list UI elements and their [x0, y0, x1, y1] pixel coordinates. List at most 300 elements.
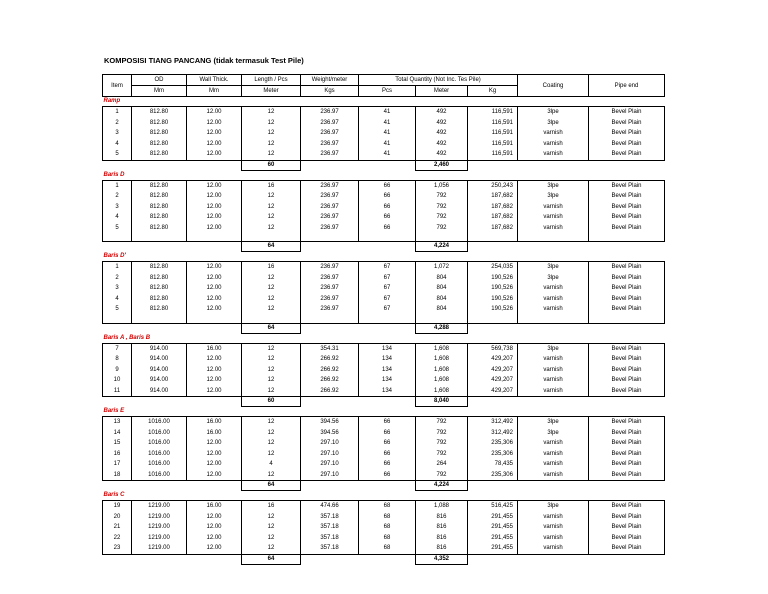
cell-pipe-end: Bevel Plain: [589, 343, 665, 354]
cell-pcs: 67: [359, 283, 416, 294]
cell-meter: 492: [416, 118, 468, 129]
cell-pipe-end: Bevel Plain: [589, 512, 665, 523]
cell-meter: 1,088: [416, 501, 468, 512]
cell-coating: 3lpe: [518, 180, 589, 191]
cell-pipe-end: Bevel Plain: [589, 386, 665, 397]
cell-length: 12: [242, 533, 301, 544]
cell-item: 1: [103, 262, 132, 273]
table-row: [103, 417, 665, 428]
cell-length: 12: [242, 354, 301, 365]
empty-cell: [187, 481, 242, 491]
empty-cell: [468, 554, 518, 564]
cell-coating: 3lpe: [518, 107, 589, 118]
cell-item: 2: [103, 191, 132, 202]
cell-length: 12: [242, 118, 301, 129]
cell-length: 16: [242, 501, 301, 512]
cell-meter: 792: [416, 202, 468, 213]
cell-od: 1016.00: [132, 459, 187, 470]
cell-length: 12: [242, 273, 301, 284]
cell-meter: 792: [416, 449, 468, 460]
cell-weight: 236.97: [301, 139, 359, 150]
cell-weight: 297.10: [301, 449, 359, 460]
cell-length: 12: [242, 543, 301, 554]
header-wall-thick: Wall Thick.: [187, 75, 242, 86]
table-row: [103, 365, 665, 376]
blank-cell: [301, 233, 359, 242]
cell-kg: 569,738: [468, 343, 518, 354]
cell-item: 5: [103, 149, 132, 160]
cell-pcs: 134: [359, 375, 416, 386]
cell-weight: 236.97: [301, 180, 359, 191]
blank-cell: [416, 233, 468, 242]
cell-pcs: 134: [359, 354, 416, 365]
cell-pcs: 67: [359, 304, 416, 315]
empty-cell: [103, 397, 132, 407]
cell-pipe-end: Bevel Plain: [589, 180, 665, 191]
cell-item: 23: [103, 543, 132, 554]
total-row: [103, 242, 665, 252]
cell-wall-thick: 12.00: [187, 262, 242, 273]
document-title: KOMPOSISI TIANG PANCANG (tidak termasuk Test Pile): [104, 56, 304, 65]
cell-wall-thick: 12.00: [187, 180, 242, 191]
blank-cell: [187, 233, 242, 242]
cell-weight: 236.97: [301, 283, 359, 294]
cell-length: 12: [242, 417, 301, 428]
cell-kg: 116,591: [468, 128, 518, 139]
cell-kg: 190,526: [468, 283, 518, 294]
cell-od: 1219.00: [132, 512, 187, 523]
empty-cell: [301, 397, 359, 407]
table-row: [103, 304, 665, 315]
cell-item: 22: [103, 533, 132, 544]
cell-wall-thick: 12.00: [187, 139, 242, 150]
cell-weight: 266.92: [301, 375, 359, 386]
blank-row: [103, 233, 665, 242]
cell-item: 14: [103, 428, 132, 439]
cell-od: 812.80: [132, 304, 187, 315]
cell-length: 12: [242, 149, 301, 160]
cell-meter: 492: [416, 107, 468, 118]
cell-pcs: 41: [359, 149, 416, 160]
empty-cell: [518, 160, 589, 170]
empty-cell: [589, 242, 665, 252]
cell-pipe-end: Bevel Plain: [589, 375, 665, 386]
cell-length: 12: [242, 470, 301, 481]
pile-composition-table: [102, 74, 665, 565]
cell-length: 12: [242, 128, 301, 139]
table-row: [103, 343, 665, 354]
cell-pipe-end: Bevel Plain: [589, 191, 665, 202]
cell-pcs: 41: [359, 139, 416, 150]
blank-cell: [103, 315, 132, 324]
cell-meter: 792: [416, 428, 468, 439]
cell-kg: 190,526: [468, 294, 518, 305]
cell-item: 4: [103, 212, 132, 223]
cell-item: 10: [103, 375, 132, 386]
empty-cell: [132, 160, 187, 170]
header-pipe-end: Pipe end: [589, 75, 665, 97]
empty-cell: [589, 554, 665, 564]
header-od-unit: Mm: [132, 86, 187, 97]
cell-weight: 474.66: [301, 501, 359, 512]
cell-pipe-end: Bevel Plain: [589, 501, 665, 512]
cell-length: 16: [242, 262, 301, 273]
cell-kg: 250,243: [468, 180, 518, 191]
table-row: [103, 273, 665, 284]
cell-kg: 187,682: [468, 223, 518, 234]
cell-coating: 3lpe: [518, 428, 589, 439]
cell-pipe-end: Bevel Plain: [589, 365, 665, 376]
cell-item: 1: [103, 107, 132, 118]
cell-od: 812.80: [132, 294, 187, 305]
cell-od: 812.80: [132, 283, 187, 294]
empty-cell: [589, 323, 665, 333]
cell-item: 9: [103, 365, 132, 376]
cell-meter: 1,608: [416, 386, 468, 397]
cell-item: 1: [103, 180, 132, 191]
cell-wall-thick: 12.00: [187, 191, 242, 202]
empty-cell: [132, 323, 187, 333]
section-label-row: [103, 407, 665, 417]
cell-pcs: 68: [359, 543, 416, 554]
header-weight-unit: Kgs: [301, 86, 359, 97]
cell-od: 812.80: [132, 107, 187, 118]
cell-od: 914.00: [132, 365, 187, 376]
empty-cell: [301, 481, 359, 491]
cell-coating: 3lpe: [518, 191, 589, 202]
cell-item: 11: [103, 386, 132, 397]
empty-cell: [103, 160, 132, 170]
header-length: Length / Pcs: [242, 75, 301, 86]
cell-weight: 236.97: [301, 107, 359, 118]
cell-wall-thick: 12.00: [187, 459, 242, 470]
table-row: [103, 512, 665, 523]
cell-weight: 297.10: [301, 459, 359, 470]
cell-weight: 236.97: [301, 128, 359, 139]
cell-od: 812.80: [132, 118, 187, 129]
cell-meter: 1,056: [416, 180, 468, 191]
cell-weight: 357.18: [301, 522, 359, 533]
table-row: [103, 375, 665, 386]
cell-coating: varnish: [518, 449, 589, 460]
cell-od: 1016.00: [132, 438, 187, 449]
blank-cell: [518, 315, 589, 324]
empty-cell: [103, 554, 132, 564]
cell-length: 12: [242, 449, 301, 460]
cell-pcs: 66: [359, 428, 416, 439]
cell-item: 20: [103, 512, 132, 523]
total-length: 64: [242, 481, 301, 491]
cell-kg: 429,207: [468, 386, 518, 397]
cell-wall-thick: 12.00: [187, 107, 242, 118]
cell-od: 1016.00: [132, 449, 187, 460]
cell-pcs: 66: [359, 212, 416, 223]
section-label-row: [103, 252, 665, 262]
cell-pcs: 66: [359, 449, 416, 460]
empty-cell: [468, 397, 518, 407]
cell-pipe-end: Bevel Plain: [589, 417, 665, 428]
table-row: [103, 139, 665, 150]
cell-weight: 236.97: [301, 294, 359, 305]
cell-pcs: 68: [359, 522, 416, 533]
table-row: [103, 533, 665, 544]
table-row: [103, 149, 665, 160]
header-coating: Coating: [518, 75, 589, 97]
cell-pcs: 134: [359, 386, 416, 397]
empty-cell: [589, 397, 665, 407]
cell-pcs: 68: [359, 533, 416, 544]
table-row: [103, 283, 665, 294]
cell-coating: varnish: [518, 386, 589, 397]
cell-wall-thick: 12.00: [187, 304, 242, 315]
cell-length: 12: [242, 212, 301, 223]
cell-pcs: 66: [359, 417, 416, 428]
cell-meter: 804: [416, 304, 468, 315]
empty-cell: [468, 160, 518, 170]
cell-item: 7: [103, 343, 132, 354]
cell-pipe-end: Bevel Plain: [589, 449, 665, 460]
empty-cell: [301, 160, 359, 170]
total-row: [103, 323, 665, 333]
cell-weight: 236.97: [301, 149, 359, 160]
cell-meter: 792: [416, 191, 468, 202]
cell-wall-thick: 12.00: [187, 522, 242, 533]
cell-item: 4: [103, 294, 132, 305]
cell-length: 12: [242, 375, 301, 386]
cell-weight: 266.92: [301, 386, 359, 397]
cell-wall-thick: 12.00: [187, 512, 242, 523]
table-body: [103, 97, 665, 565]
header-item: Item: [103, 75, 132, 97]
cell-kg: 116,591: [468, 139, 518, 150]
cell-od: 812.80: [132, 191, 187, 202]
section-label: Baris D: [103, 171, 125, 178]
total-meter: 8,040: [416, 397, 468, 407]
empty-cell: [103, 323, 132, 333]
cell-meter: 816: [416, 533, 468, 544]
cell-coating: varnish: [518, 354, 589, 365]
total-meter: 4,352: [416, 554, 468, 564]
section-label: Baris A , Baris B: [103, 334, 151, 341]
cell-od: 1219.00: [132, 543, 187, 554]
cell-coating: varnish: [518, 202, 589, 213]
empty-cell: [359, 242, 416, 252]
cell-pipe-end: Bevel Plain: [589, 438, 665, 449]
table-row: [103, 386, 665, 397]
blank-cell: [242, 233, 301, 242]
cell-wall-thick: 12.00: [187, 212, 242, 223]
cell-length: 12: [242, 343, 301, 354]
empty-cell: [301, 323, 359, 333]
header-wall-unit: Mm: [187, 86, 242, 97]
table-row: [103, 438, 665, 449]
total-length: 64: [242, 323, 301, 333]
cell-kg: 190,526: [468, 273, 518, 284]
cell-weight: 357.18: [301, 543, 359, 554]
cell-pipe-end: Bevel Plain: [589, 283, 665, 294]
empty-cell: [518, 323, 589, 333]
cell-item: 3: [103, 128, 132, 139]
cell-wall-thick: 12.00: [187, 149, 242, 160]
cell-weight: 266.92: [301, 365, 359, 376]
cell-length: 4: [242, 459, 301, 470]
cell-pcs: 134: [359, 365, 416, 376]
cell-kg: 291,455: [468, 533, 518, 544]
cell-pcs: 67: [359, 273, 416, 284]
cell-pcs: 67: [359, 262, 416, 273]
cell-kg: 190,526: [468, 304, 518, 315]
blank-cell: [589, 233, 665, 242]
cell-pipe-end: Bevel Plain: [589, 262, 665, 273]
cell-meter: 492: [416, 139, 468, 150]
cell-length: 12: [242, 428, 301, 439]
cell-weight: 236.97: [301, 304, 359, 315]
cell-kg: 187,682: [468, 202, 518, 213]
cell-kg: 116,591: [468, 107, 518, 118]
cell-wall-thick: 12.00: [187, 294, 242, 305]
total-meter: 4,224: [416, 481, 468, 491]
total-length: 60: [242, 160, 301, 170]
cell-wall-thick: 16.00: [187, 501, 242, 512]
cell-meter: 1,608: [416, 365, 468, 376]
cell-length: 12: [242, 522, 301, 533]
cell-length: 16: [242, 180, 301, 191]
cell-weight: 354.31: [301, 343, 359, 354]
cell-od: 1016.00: [132, 470, 187, 481]
cell-wall-thick: 12.00: [187, 118, 242, 129]
cell-pipe-end: Bevel Plain: [589, 522, 665, 533]
empty-cell: [132, 481, 187, 491]
cell-length: 12: [242, 202, 301, 213]
cell-kg: 116,591: [468, 118, 518, 129]
table-row: [103, 470, 665, 481]
total-row: [103, 160, 665, 170]
total-row: [103, 481, 665, 491]
cell-coating: varnish: [518, 438, 589, 449]
cell-meter: 816: [416, 522, 468, 533]
cell-meter: 264: [416, 459, 468, 470]
empty-cell: [359, 160, 416, 170]
cell-item: 5: [103, 304, 132, 315]
cell-meter: 804: [416, 273, 468, 284]
empty-cell: [187, 160, 242, 170]
cell-pipe-end: Bevel Plain: [589, 202, 665, 213]
cell-length: 12: [242, 294, 301, 305]
cell-weight: 394.56: [301, 428, 359, 439]
header-meter: Meter: [416, 86, 468, 97]
cell-wall-thick: 12.00: [187, 438, 242, 449]
empty-cell: [132, 397, 187, 407]
empty-cell: [187, 554, 242, 564]
cell-pipe-end: Bevel Plain: [589, 354, 665, 365]
cell-od: 812.80: [132, 202, 187, 213]
cell-wall-thick: 12.00: [187, 449, 242, 460]
cell-meter: 1,608: [416, 375, 468, 386]
empty-cell: [359, 323, 416, 333]
cell-pcs: 67: [359, 294, 416, 305]
table-row: [103, 262, 665, 273]
cell-pcs: 68: [359, 512, 416, 523]
cell-pcs: 66: [359, 180, 416, 191]
cell-item: 3: [103, 202, 132, 213]
cell-coating: varnish: [518, 375, 589, 386]
cell-coating: 3lpe: [518, 343, 589, 354]
cell-meter: 792: [416, 212, 468, 223]
cell-od: 1219.00: [132, 533, 187, 544]
empty-cell: [301, 554, 359, 564]
cell-pcs: 41: [359, 107, 416, 118]
blank-cell: [359, 233, 416, 242]
cell-wall-thick: 12.00: [187, 283, 242, 294]
empty-cell: [518, 397, 589, 407]
cell-coating: varnish: [518, 365, 589, 376]
cell-pcs: 66: [359, 459, 416, 470]
table-row: [103, 522, 665, 533]
section-label: Baris D': [103, 253, 126, 259]
cell-weight: 236.97: [301, 273, 359, 284]
cell-meter: 816: [416, 543, 468, 554]
cell-item: 17: [103, 459, 132, 470]
cell-meter: 792: [416, 470, 468, 481]
cell-length: 12: [242, 223, 301, 234]
cell-coating: 3lpe: [518, 262, 589, 273]
cell-length: 12: [242, 139, 301, 150]
total-length: 60: [242, 397, 301, 407]
empty-cell: [132, 554, 187, 564]
cell-item: 2: [103, 273, 132, 284]
cell-item: 16: [103, 449, 132, 460]
cell-item: 13: [103, 417, 132, 428]
cell-kg: 516,425: [468, 501, 518, 512]
cell-weight: 297.10: [301, 470, 359, 481]
cell-coating: varnish: [518, 223, 589, 234]
cell-pcs: 41: [359, 128, 416, 139]
empty-cell: [359, 481, 416, 491]
cell-coating: 3lpe: [518, 273, 589, 284]
empty-cell: [589, 160, 665, 170]
section-label-row: [103, 170, 665, 180]
cell-pipe-end: Bevel Plain: [589, 107, 665, 118]
cell-weight: 236.97: [301, 212, 359, 223]
cell-pcs: 41: [359, 118, 416, 129]
cell-item: 15: [103, 438, 132, 449]
empty-cell: [468, 242, 518, 252]
blank-cell: [132, 233, 187, 242]
cell-length: 12: [242, 304, 301, 315]
cell-wall-thick: 12.00: [187, 128, 242, 139]
table-row: [103, 459, 665, 470]
cell-wall-thick: 12.00: [187, 273, 242, 284]
cell-pipe-end: Bevel Plain: [589, 428, 665, 439]
section-label-row: [103, 97, 665, 107]
cell-od: 812.80: [132, 212, 187, 223]
cell-pipe-end: Bevel Plain: [589, 118, 665, 129]
cell-meter: 804: [416, 294, 468, 305]
cell-weight: 357.18: [301, 533, 359, 544]
empty-cell: [589, 481, 665, 491]
table-row: [103, 501, 665, 512]
cell-kg: 235,306: [468, 438, 518, 449]
blank-cell: [242, 315, 301, 324]
cell-kg: 116,591: [468, 149, 518, 160]
cell-weight: 236.97: [301, 223, 359, 234]
empty-cell: [468, 323, 518, 333]
cell-od: 914.00: [132, 386, 187, 397]
cell-coating: varnish: [518, 139, 589, 150]
cell-od: 812.80: [132, 273, 187, 284]
cell-od: 812.80: [132, 223, 187, 234]
cell-kg: 429,207: [468, 354, 518, 365]
